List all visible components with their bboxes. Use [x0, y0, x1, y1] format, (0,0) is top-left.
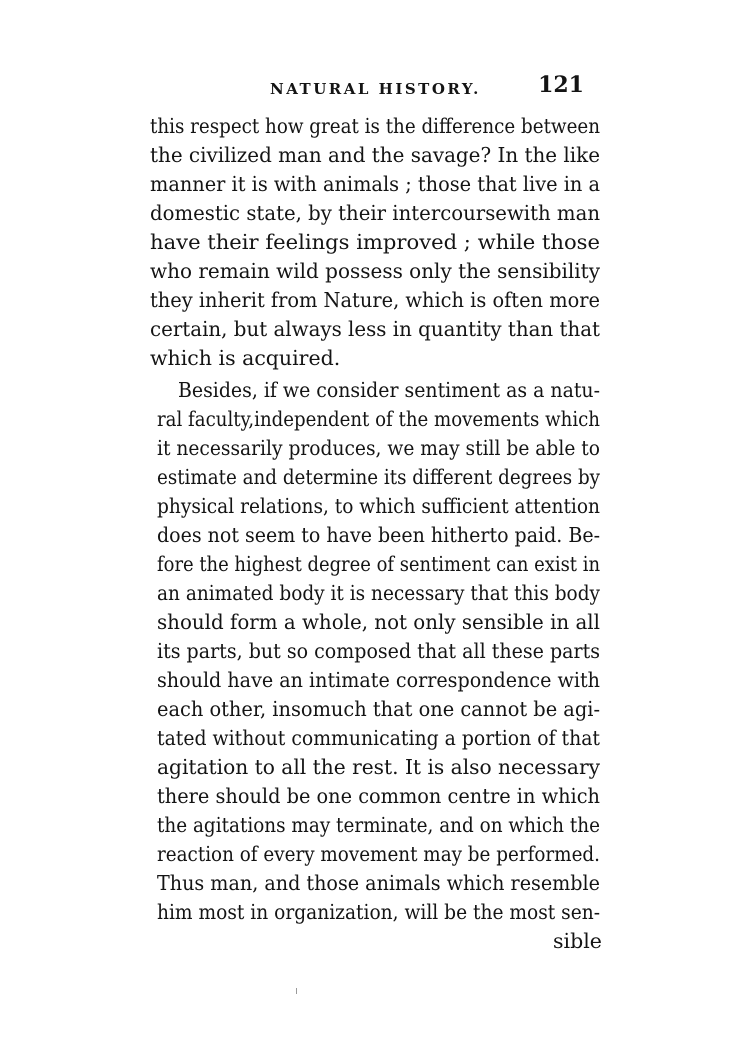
text-line: estimate and determine its different degrees by: [157, 465, 600, 489]
text-line: physical relations, to which sufficient attention: [157, 494, 600, 518]
text-line: Thus man, and those animals which resemble: [157, 871, 600, 895]
text-line: each other, insomuch that one cannot be agi-: [157, 697, 600, 721]
page-number: 121: [538, 72, 584, 98]
text-line: the civilized man and the savage? In the like: [150, 143, 600, 167]
paragraph-first-line: Besides, if we consider sentiment as a natu-: [178, 378, 600, 402]
text-line: agitation to all the rest. It is also necessary: [157, 755, 600, 779]
text-line: fore the highest degree of sentiment can exist in: [157, 552, 600, 576]
text-line: its parts, but so composed that all these parts: [157, 639, 600, 663]
catchword: sible: [553, 929, 602, 953]
text-line: the agitations may terminate, and on which the: [157, 813, 600, 837]
text-line: him most in organization, will be the most sen-: [157, 900, 600, 924]
text-line: should have an intimate correspondence with: [157, 668, 600, 692]
text-line: domestic state, by their intercoursewith man: [150, 201, 600, 225]
text-line: which is acquired.: [150, 346, 341, 370]
text-line: it necessarily produces, we may still be able to: [157, 436, 600, 460]
text-line: there should be one common centre in which: [157, 784, 600, 808]
paper-speck: [296, 988, 297, 994]
text-line: they inherit from Nature, which is often more: [150, 288, 600, 312]
text-line: this respect how great is the difference between: [150, 114, 600, 138]
text-line: an animated body it is necessary that this body: [157, 581, 600, 605]
text-line: reaction of every movement may be performed.: [157, 842, 600, 866]
text-line: certain, but always less in quantity than that: [150, 317, 600, 341]
text-line: manner it is with animals ; those that live in a: [150, 172, 600, 196]
text-line: tated without communicating a portion of that: [157, 726, 600, 750]
text-line: have their feelings improved ; while those: [150, 230, 600, 254]
text-line: who remain wild possess only the sensibility: [150, 259, 600, 283]
running-head-title: NATURAL HISTORY.: [270, 80, 481, 98]
text-line: should form a whole, not only sensible in all: [157, 610, 600, 634]
text-line: ral faculty,independent of the movements which: [157, 407, 600, 431]
running-head: [160, 72, 600, 106]
text-line: does not seem to have been hitherto paid. Be-: [157, 523, 600, 547]
